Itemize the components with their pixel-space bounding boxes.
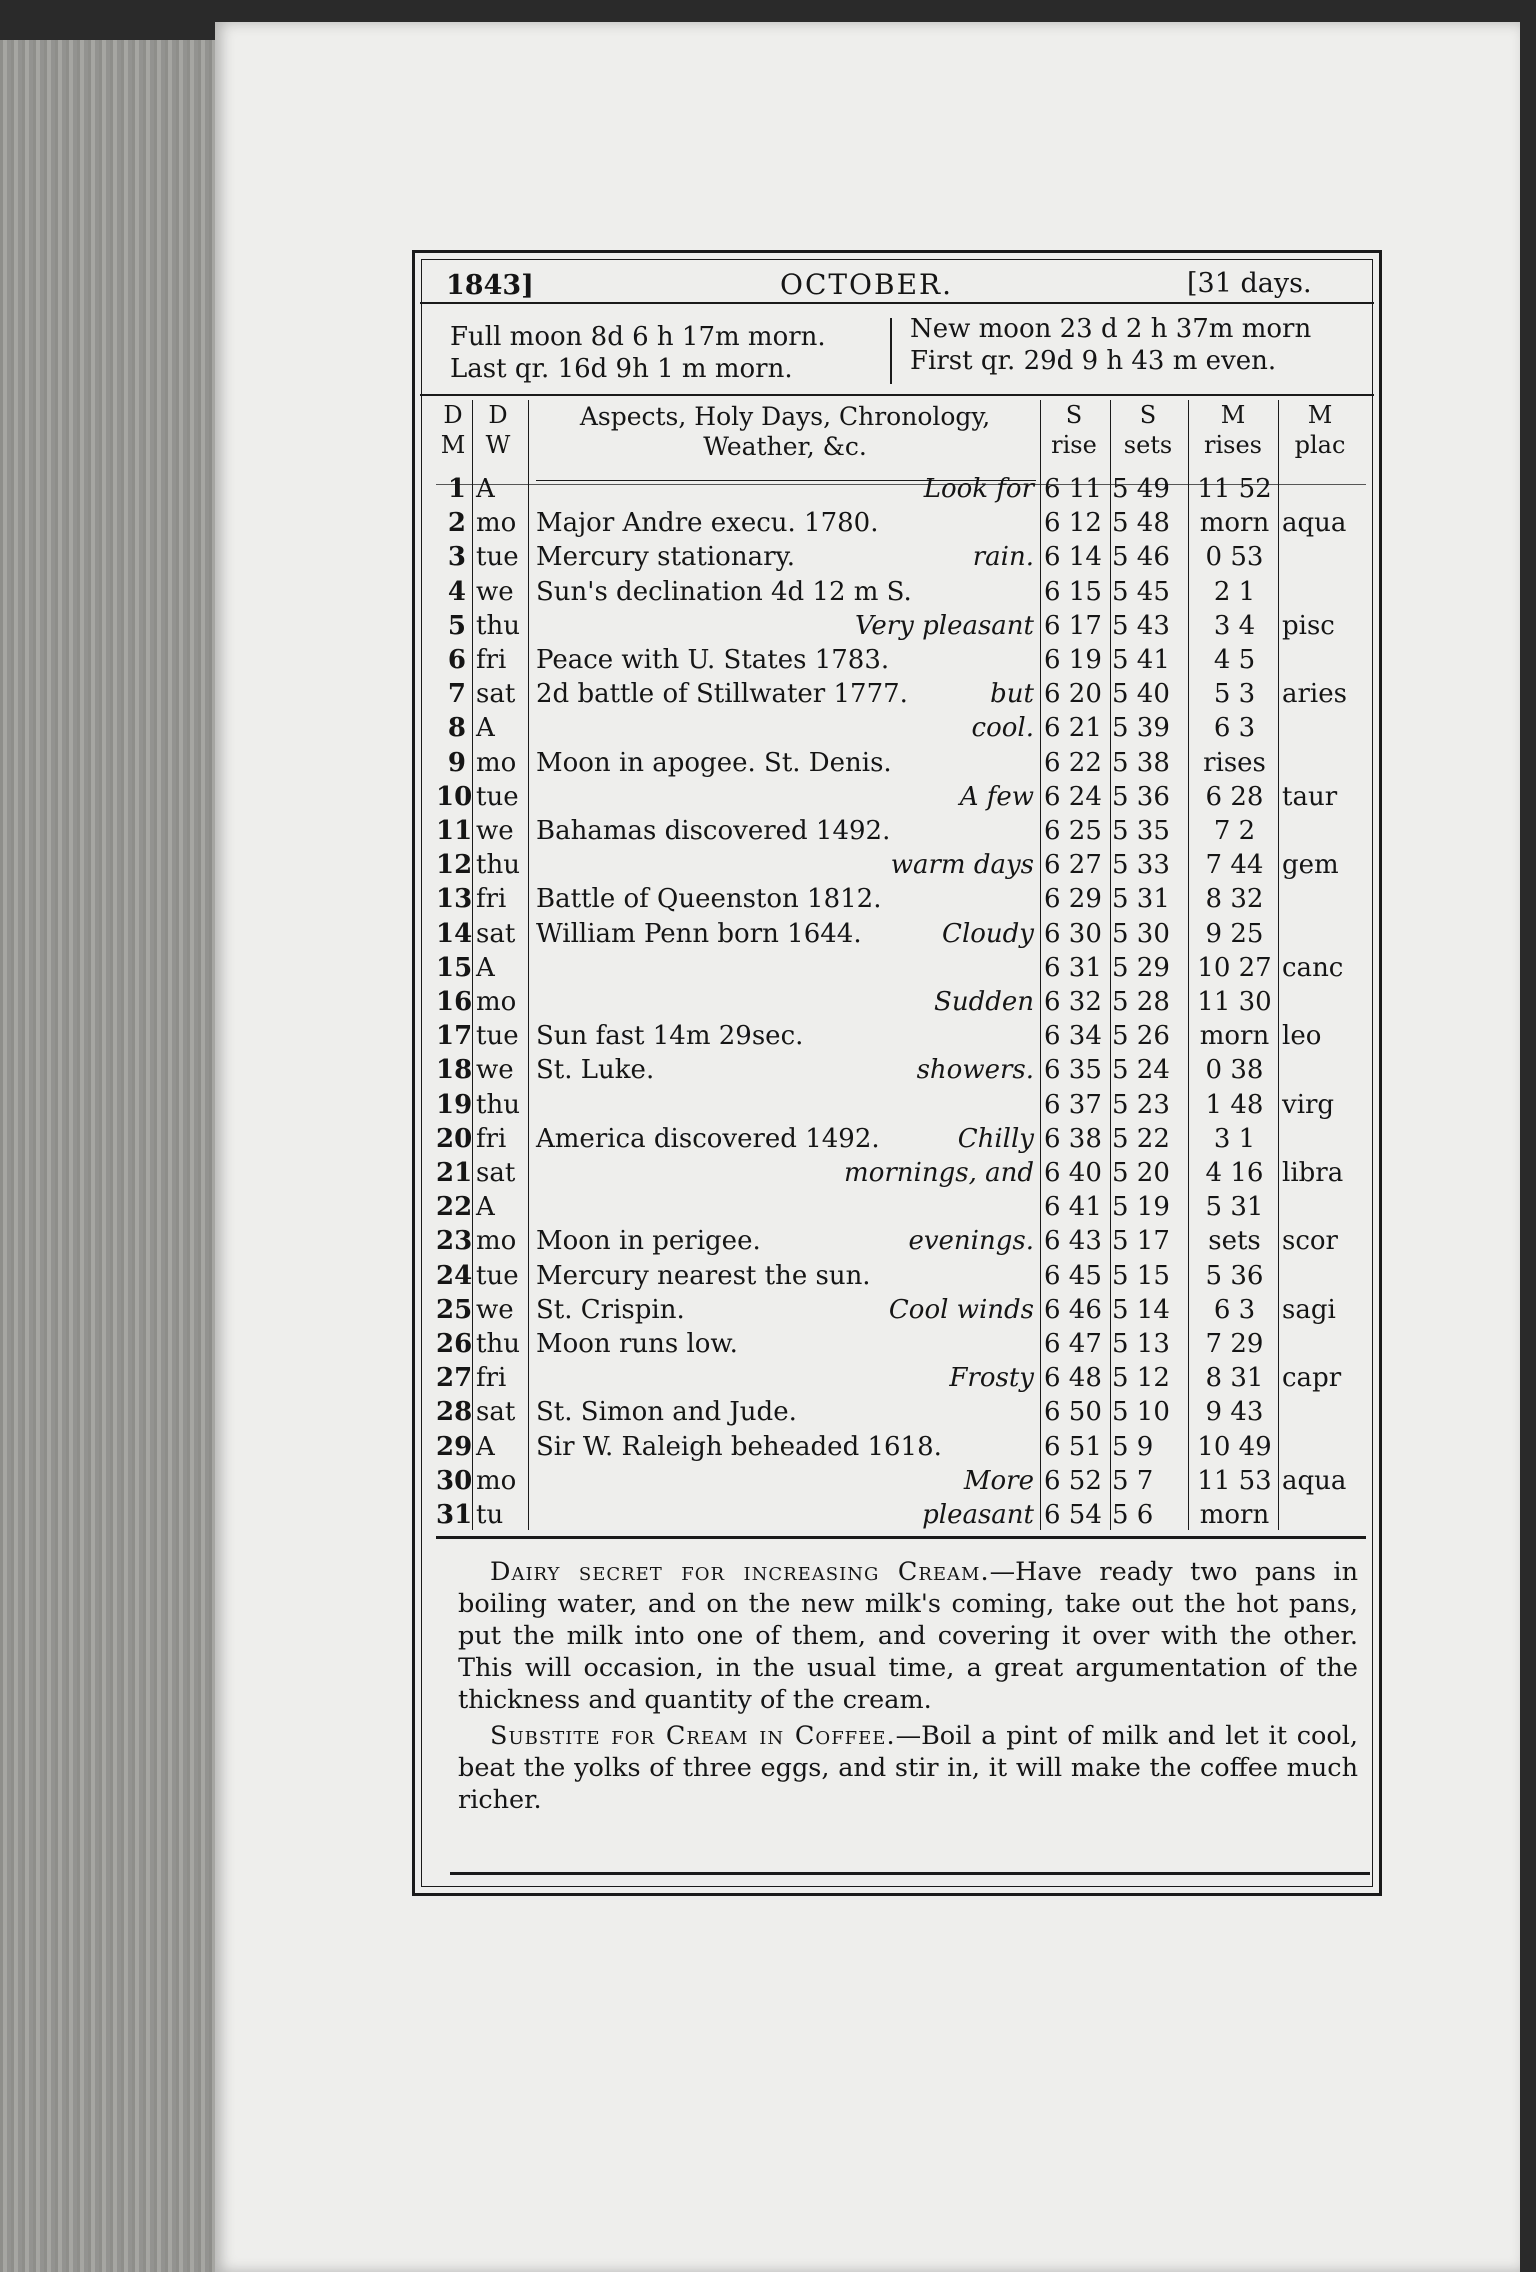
- sun-rise: 6 14: [1044, 542, 1102, 573]
- calendar-row: [0, 577, 1536, 611]
- sun-set: 5 17: [1112, 1226, 1170, 1257]
- moon-rise: 11 52: [1197, 474, 1272, 504]
- moon-rise: 1 48: [1205, 1089, 1264, 1120]
- day-of-week: we: [476, 576, 514, 607]
- sun-rise: 6 41: [1044, 1192, 1102, 1223]
- sun-set: 5 13: [1112, 1329, 1170, 1359]
- moon-rise: sets: [1208, 1226, 1261, 1257]
- day-of-month: 8: [447, 713, 466, 744]
- day-of-month: 30: [436, 1465, 473, 1496]
- calendar-row: [0, 1192, 1536, 1226]
- sun-rise: 6 37: [1044, 1089, 1102, 1120]
- moon-rise: 7 44: [1205, 850, 1264, 881]
- calendar-row: [0, 679, 1536, 713]
- day-of-week: we: [476, 1055, 514, 1086]
- moon-place: aries: [1282, 679, 1347, 710]
- day-of-month: 10: [436, 781, 473, 812]
- coffee-note: [458, 1720, 1358, 1816]
- moon-rise: 2 1: [1213, 576, 1256, 607]
- sun-set: 5 30: [1112, 918, 1170, 949]
- moon-place: taur: [1282, 781, 1338, 812]
- sun-rise: 6 19: [1044, 645, 1102, 675]
- sun-set: 5 12: [1112, 1363, 1170, 1394]
- day-of-week: sat: [476, 1158, 516, 1188]
- sun-set: 5 7: [1112, 1465, 1154, 1496]
- calendar-row: [0, 611, 1536, 645]
- dairy-text: —Have ready two pans in boiling water, and on the new milk's coming, take out the hot pans, put the milk into one of them, and covering it over with the other. This will occasion, in the usual time, a great argumentation of the thickness and quantity of the cream.: [458, 1557, 1358, 1715]
- sun-set: 5 20: [1112, 1158, 1170, 1188]
- day-of-week: we: [476, 816, 514, 846]
- calendar-row: [0, 850, 1536, 884]
- day-of-week: sat: [476, 918, 516, 949]
- moon-rise: 0 53: [1205, 542, 1264, 573]
- event-text: Moon in perigee.: [536, 1226, 761, 1257]
- moon-rise: 8 32: [1205, 884, 1264, 915]
- moon-rise: morn: [1199, 1021, 1270, 1052]
- weather-text: evenings.: [908, 1226, 1034, 1257]
- notes-section: [458, 1556, 1358, 1816]
- moon-rise: 5 31: [1205, 1192, 1264, 1223]
- day-of-week: mo: [476, 747, 517, 778]
- sun-set: 5 48: [1112, 508, 1170, 539]
- event-text: Sir W. Raleigh beheaded 1618.: [536, 1431, 942, 1462]
- sun-set: 5 24: [1112, 1055, 1170, 1086]
- col-sun-set: S sets: [1123, 401, 1173, 459]
- day-of-week: A: [476, 952, 495, 983]
- moon-rise: 11 30: [1197, 987, 1272, 1017]
- weather-text: mornings, and: [844, 1158, 1034, 1188]
- event-text: Mercury stationary.: [536, 542, 796, 573]
- day-of-week: tue: [476, 1021, 519, 1052]
- sun-set: 5 31: [1112, 884, 1170, 915]
- moon-place: leo: [1282, 1021, 1322, 1052]
- col-moon-rise: M rises: [1204, 401, 1262, 459]
- day-of-week: A: [476, 474, 495, 504]
- weather-text: pleasant: [922, 1500, 1034, 1530]
- moon-rise: 0 38: [1205, 1055, 1264, 1086]
- event-text: St. Simon and Jude.: [536, 1397, 797, 1428]
- weather-text: Frosty: [949, 1363, 1034, 1394]
- moon-rise: 4 5: [1213, 645, 1256, 675]
- event-text: St. Luke.: [536, 1055, 655, 1086]
- day-of-week: mo: [476, 1465, 517, 1496]
- moon-place: sagi: [1282, 1294, 1336, 1325]
- day-of-week: thu: [476, 850, 520, 881]
- moon-rise: 5 36: [1205, 1260, 1264, 1291]
- sun-set: 5 49: [1112, 474, 1170, 504]
- sun-rise: 6 32: [1044, 987, 1102, 1017]
- moon-place: pisc: [1282, 610, 1335, 641]
- weather-text: cool.: [971, 713, 1034, 744]
- weather-text: Chilly: [957, 1123, 1034, 1154]
- sun-set: 5 14: [1112, 1294, 1170, 1325]
- day-of-month: 16: [436, 987, 473, 1017]
- calendar-row: [0, 782, 1536, 816]
- moon-rise: 7 2: [1213, 816, 1256, 846]
- weather-text: but: [990, 679, 1034, 710]
- sun-rise: 6 50: [1044, 1397, 1102, 1428]
- sun-set: 5 45: [1112, 576, 1170, 607]
- day-of-month: 14: [436, 918, 473, 949]
- day-of-month: 3: [447, 542, 466, 573]
- event-text: Major Andre execu. 1780.: [536, 508, 879, 539]
- event-text: Sun fast 14m 29sec.: [536, 1021, 804, 1052]
- moon-rise: morn: [1199, 508, 1270, 539]
- dairy-note: [458, 1556, 1358, 1716]
- day-of-week: mo: [476, 1226, 517, 1257]
- col-day-week: D W: [485, 401, 511, 459]
- weather-text: rain.: [972, 542, 1034, 573]
- weather-text: More: [963, 1465, 1034, 1496]
- moon-rise: 8 31: [1205, 1363, 1264, 1394]
- sun-set: 5 28: [1112, 987, 1170, 1017]
- day-of-week: fri: [476, 645, 507, 675]
- sun-rise: 6 24: [1044, 781, 1102, 812]
- sun-set: 5 43: [1112, 610, 1170, 641]
- moon-place: aqua: [1282, 1465, 1347, 1496]
- sun-set: 5 46: [1112, 542, 1170, 573]
- calendar-row: [0, 953, 1536, 987]
- moon-rise: 11 53: [1197, 1465, 1272, 1496]
- day-of-month: 13: [436, 884, 473, 915]
- day-of-month: 26: [436, 1329, 473, 1359]
- day-of-week: tue: [476, 781, 519, 812]
- new-moon-note: New moon 23 d 2 h 37m morn: [910, 314, 1312, 344]
- moon-rise: 4 16: [1205, 1158, 1264, 1188]
- moon-rise: 7 29: [1205, 1329, 1264, 1359]
- calendar-row: [0, 645, 1536, 679]
- sun-rise: 6 11: [1044, 474, 1102, 504]
- day-of-month: 2: [447, 508, 466, 539]
- day-of-week: mo: [476, 987, 517, 1017]
- day-of-month: 20: [436, 1123, 473, 1154]
- sun-rise: 6 38: [1044, 1123, 1102, 1154]
- sun-set: 5 9: [1112, 1431, 1154, 1462]
- calendar-row: [0, 919, 1536, 953]
- calendar-row: [0, 1500, 1536, 1534]
- col-aspects: Aspects, Holy Days, Chronology, Weather, &c.: [579, 402, 991, 461]
- day-of-month: 12: [436, 850, 473, 881]
- dairy-title: Dairy secret for increasing Cream.: [490, 1557, 990, 1587]
- day-of-month: 15: [436, 952, 473, 983]
- event-text: Sun's declination 4d 12 m S.: [536, 576, 912, 607]
- calendar-row: [0, 987, 1536, 1021]
- sun-set: 5 35: [1112, 816, 1170, 846]
- sun-set: 5 26: [1112, 1021, 1170, 1052]
- day-of-week: mo: [476, 508, 517, 539]
- day-of-month: 6: [447, 645, 466, 675]
- day-of-month: 23: [436, 1226, 473, 1257]
- sun-rise: 6 51: [1044, 1431, 1102, 1462]
- day-of-month: 5: [447, 610, 466, 641]
- calendar-row: [0, 542, 1536, 576]
- day-of-month: 25: [436, 1294, 473, 1325]
- last-quarter-note: Last qr. 16d 9h 1 m morn.: [450, 354, 793, 384]
- moon-rise: 9 25: [1205, 918, 1264, 949]
- sun-set: 5 41: [1112, 645, 1170, 675]
- event-text: Moon in apogee. St. Denis.: [536, 747, 892, 778]
- day-of-week: fri: [476, 884, 507, 915]
- sun-rise: 6 20: [1044, 679, 1102, 710]
- moon-place: capr: [1282, 1363, 1342, 1394]
- day-of-month: 31: [436, 1500, 473, 1530]
- sun-rise: 6 43: [1044, 1226, 1102, 1257]
- moon-rise: 10 49: [1197, 1431, 1272, 1462]
- calendar-row: [0, 1466, 1536, 1500]
- moon-place: libra: [1282, 1158, 1344, 1188]
- event-text: Peace with U. States 1783.: [536, 645, 890, 675]
- event-text: Battle of Queenston 1812.: [536, 884, 882, 915]
- calendar-row: [0, 816, 1536, 850]
- day-of-month: 28: [436, 1397, 473, 1428]
- sun-set: 5 10: [1112, 1397, 1170, 1428]
- calendar-row: [0, 1055, 1536, 1089]
- day-of-month: 29: [436, 1431, 473, 1462]
- sun-rise: 6 35: [1044, 1055, 1102, 1086]
- day-of-week: tue: [476, 1260, 519, 1291]
- day-of-week: A: [476, 1192, 495, 1223]
- event-text: Bahamas discovered 1492.: [536, 816, 891, 846]
- moon-place: scor: [1282, 1226, 1338, 1257]
- sun-rise: 6 54: [1044, 1500, 1102, 1530]
- col-day-month: D M: [440, 401, 466, 459]
- sun-rise: 6 22: [1044, 747, 1102, 778]
- sun-rise: 6 48: [1044, 1363, 1102, 1394]
- moon-place: canc: [1282, 952, 1344, 983]
- sun-set: 5 6: [1112, 1500, 1154, 1530]
- calendar-row: [0, 1090, 1536, 1124]
- weather-text: Very pleasant: [854, 610, 1034, 641]
- weather-text: warm days: [890, 850, 1034, 881]
- weather-text: A few: [959, 781, 1034, 812]
- calendar-row: [0, 1432, 1536, 1466]
- calendar-row: [0, 1329, 1536, 1363]
- day-of-month: 17: [436, 1021, 473, 1052]
- day-of-month: 27: [436, 1363, 473, 1394]
- event-text: St. Crispin.: [536, 1294, 685, 1325]
- moon-place: virg: [1282, 1089, 1335, 1120]
- day-of-month: 1: [447, 474, 466, 504]
- day-of-week: tue: [476, 542, 519, 573]
- moon-rise: 3 1: [1213, 1123, 1256, 1154]
- moon-rise: morn: [1199, 1500, 1270, 1530]
- moon-rise: 6 28: [1205, 781, 1264, 812]
- event-text: Mercury nearest the sun.: [536, 1260, 871, 1291]
- day-of-month: 18: [436, 1055, 473, 1086]
- day-of-month: 9: [447, 747, 466, 778]
- col-moon-place: M plac: [1294, 401, 1346, 459]
- day-of-week: A: [476, 1431, 495, 1462]
- day-of-week: tu: [476, 1500, 504, 1530]
- sun-rise: 6 29: [1044, 884, 1102, 915]
- calendar-row: [0, 1397, 1536, 1431]
- day-of-month: 22: [436, 1192, 473, 1223]
- day-of-week: thu: [476, 1329, 520, 1359]
- day-of-week: fri: [476, 1123, 507, 1154]
- sun-set: 5 36: [1112, 781, 1170, 812]
- day-of-month: 7: [447, 679, 466, 710]
- calendar-row: [0, 884, 1536, 918]
- event-text: Moon runs low.: [536, 1329, 738, 1359]
- day-of-week: sat: [476, 1397, 516, 1428]
- weather-text: Cool winds: [888, 1294, 1034, 1325]
- moon-rise: 6 3: [1213, 1294, 1256, 1325]
- sun-rise: 6 31: [1044, 952, 1102, 983]
- sun-set: 5 39: [1112, 713, 1170, 744]
- sun-set: 5 19: [1112, 1192, 1170, 1223]
- sun-rise: 6 45: [1044, 1260, 1102, 1291]
- sun-rise: 6 12: [1044, 508, 1102, 539]
- day-of-month: 4: [447, 576, 466, 607]
- days-count: [31 days.: [1187, 268, 1312, 299]
- weather-text: Sudden: [934, 987, 1034, 1017]
- sun-set: 5 23: [1112, 1089, 1170, 1120]
- coffee-title: Substite for Cream in Coffee.: [490, 1721, 896, 1751]
- moon-rise: 5 3: [1213, 679, 1256, 710]
- day-of-month: 11: [436, 816, 473, 846]
- sun-set: 5 40: [1112, 679, 1170, 710]
- month-title: OCTOBER.: [780, 268, 954, 301]
- sun-rise: 6 27: [1044, 850, 1102, 881]
- full-moon-note: Full moon 8d 6 h 17m morn.: [450, 322, 826, 352]
- coffee-text: —Boil a pint of milk and let it cool, beat the yolks of three eggs, and stir in, it will make the coffee much richer.: [458, 1721, 1358, 1815]
- day-of-month: 24: [436, 1260, 473, 1291]
- sun-set: 5 29: [1112, 952, 1170, 983]
- weather-text: showers.: [916, 1055, 1034, 1086]
- calendar-row: [0, 1021, 1536, 1055]
- sun-rise: 6 52: [1044, 1465, 1102, 1496]
- day-of-week: sat: [476, 679, 516, 710]
- event-text: William Penn born 1644.: [536, 918, 862, 949]
- calendar-row: [0, 1295, 1536, 1329]
- event-text: America discovered 1492.: [536, 1123, 880, 1154]
- calendar-row: [0, 1124, 1536, 1158]
- moon-rise: 6 3: [1213, 713, 1256, 744]
- day-of-week: we: [476, 1294, 514, 1325]
- sun-set: 5 38: [1112, 747, 1170, 778]
- sun-rise: 6 40: [1044, 1158, 1102, 1188]
- calendar-row: [0, 713, 1536, 747]
- moon-rise: 9 43: [1205, 1397, 1264, 1428]
- first-quarter-note: First qr. 29d 9 h 43 m even.: [910, 346, 1277, 376]
- sun-rise: 6 15: [1044, 576, 1102, 607]
- sun-rise: 6 46: [1044, 1294, 1102, 1325]
- sun-rise: 6 17: [1044, 610, 1102, 641]
- calendar-row: [0, 508, 1536, 542]
- day-of-month: 19: [436, 1089, 473, 1120]
- day-of-week: thu: [476, 1089, 520, 1120]
- moon-place: gem: [1282, 850, 1339, 881]
- day-of-week: A: [476, 713, 495, 744]
- day-of-month: 21: [436, 1158, 473, 1188]
- sun-set: 5 33: [1112, 850, 1170, 881]
- day-of-week: thu: [476, 610, 520, 641]
- calendar-row: [0, 1226, 1536, 1260]
- event-text: 2d battle of Stillwater 1777.: [536, 679, 908, 710]
- sun-set: 5 15: [1112, 1260, 1170, 1291]
- calendar-row: [0, 1261, 1536, 1295]
- calendar-row: [0, 1158, 1536, 1192]
- moon-rise: rises: [1203, 747, 1266, 778]
- sun-rise: 6 34: [1044, 1021, 1102, 1052]
- weather-text: Cloudy: [942, 918, 1034, 949]
- calendar-row: [0, 474, 1536, 508]
- sun-rise: 6 30: [1044, 918, 1102, 949]
- year-label: 1843]: [446, 270, 534, 301]
- sun-rise: 6 47: [1044, 1329, 1102, 1359]
- moon-rise: 3 4: [1213, 610, 1256, 641]
- sun-rise: 6 21: [1044, 713, 1102, 744]
- moon-rise: 10 27: [1197, 952, 1272, 983]
- calendar-row: [0, 1363, 1536, 1397]
- weather-text: Look for: [923, 474, 1034, 504]
- sun-rise: 6 25: [1044, 816, 1102, 846]
- moon-place: aqua: [1282, 508, 1347, 539]
- day-of-week: fri: [476, 1363, 507, 1394]
- sun-set: 5 22: [1112, 1123, 1170, 1154]
- col-sun-rise: S rise: [1051, 401, 1097, 459]
- calendar-row: [0, 748, 1536, 782]
